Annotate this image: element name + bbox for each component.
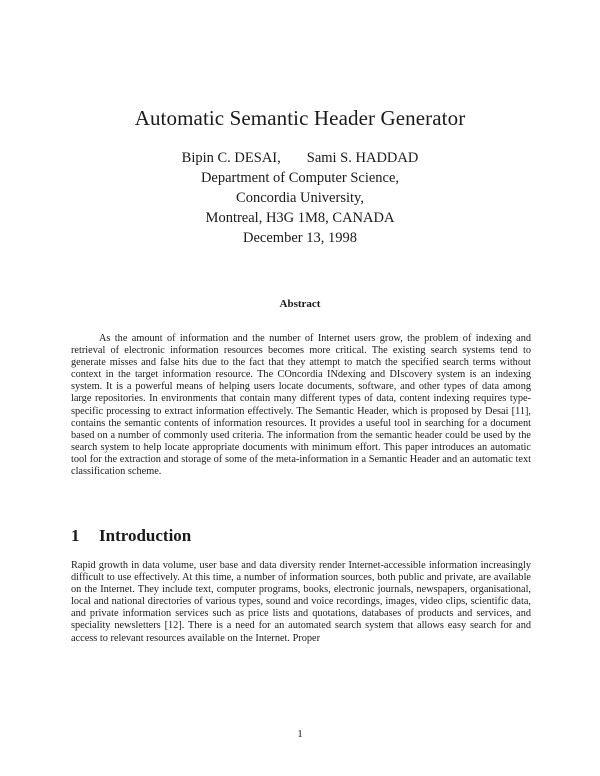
section-number: 1 [71,526,80,545]
section-heading [71,526,531,546]
author-name: Sami S. HADDAD [306,150,419,166]
author-block [0,148,600,228]
affiliation-line: Concordia University, [236,190,364,206]
affiliation-line: Department of Computer Science, [200,170,400,186]
paper-date: December 13, 1998 [243,230,357,246]
section-title: Introduction [99,526,192,545]
paper-title: Automatic Semantic Header Generator [134,106,466,130]
author-name: Bipin C. DESAI, [181,150,281,166]
abstract-heading: Abstract [279,298,321,310]
author-names [0,148,600,168]
page-number: 1 [297,728,303,740]
affiliation-line: Montreal, H3G 1M8, CANADA [205,210,395,226]
abstract-text: As the amount of information and the number of Internet users grow, the problem of indexing and retrieval of electronic information resources becomes more critical. The existing search systems tend to generate misses and false hits due to the fact that they attempt to match the specified search terms without context in the target information resource. The COncordia INdexing and DIscovery system is an indexing system. It is a powerful means of helping users locate documents, software, and other types of data among large repositories. In environments that contain many different types of data, content indexing requires type-specific processing to extract information effectively. The Semantic Header, which is proposed by Desai [11], contains the semantic contents of information resources. It provides a useful tool in searching for a document based on a number of commonly used criteria. The information from the semantic header could be used by the search system to help locate appropriate documents with minimum effort. This paper introduces an automatic tool for the extraction and storage of some of the meta-information in a Semantic Header and an automatic text classification scheme. [71,333,531,478]
section-text: Rapid growth in data volume, user base and data diversity render Internet-accessible information increasingly difficult to use effectively. At this time, a number of information sources, both public and private, are available on the Internet. They include text, computer programs, books, electronic journals, newspapers, organisational, local and national directories of various types, sound and voice recordings, images, video clips, scientific data, and private information services such as price lists and quotations, databases of products and services, and speciality newsletters [12]. There is a need for an automated search system that allows easy search for and access to relevant resources available on the Internet. Proper [71,560,531,644]
